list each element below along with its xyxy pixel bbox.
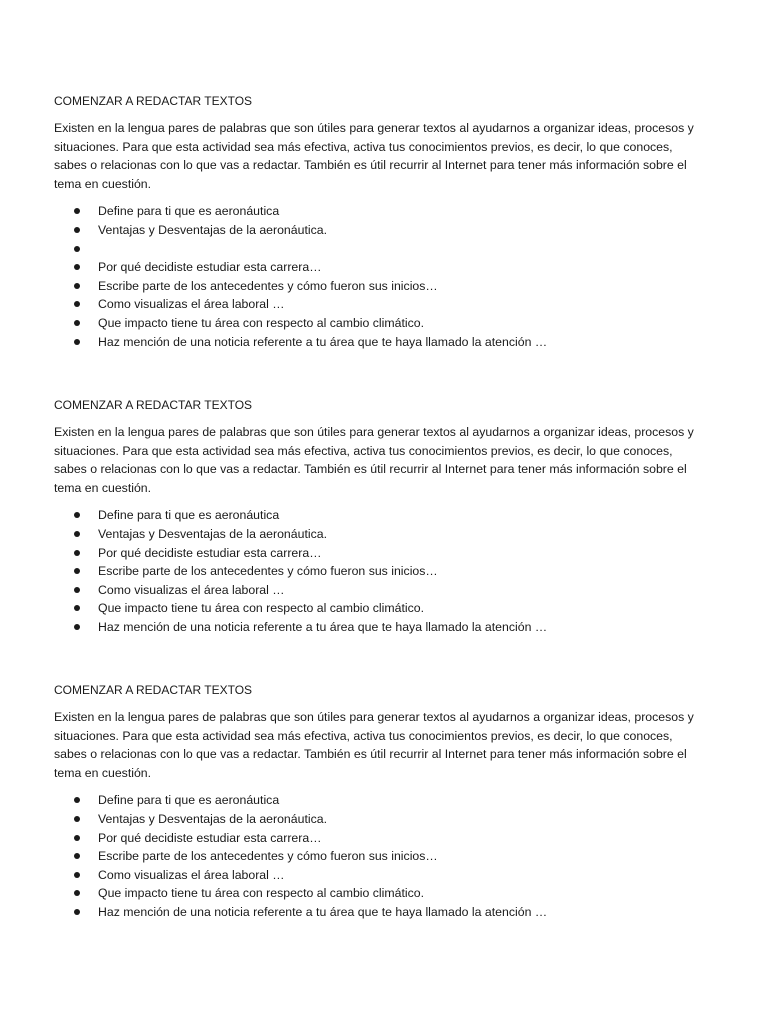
section-paragraph: Existen en la lengua pares de palabras que son útiles para generar textos al ayudarnos a organizar ideas, procesos y situaciones. Para que esta actividad sea más efectiva, activa tus conocimientos previos, es decir, lo que conoces, sabes o relacionas con lo que vas a redactar. También es útil recurrir al Internet para tener más información sobre el tema en cuestión. [54, 425, 694, 495]
list-item-text: Por qué decidiste estudiar esta carrera… [98, 545, 322, 560]
bullet-icon [74, 890, 80, 896]
list-item-text: Ventajas y Desventajas de la aeronáutica. [98, 222, 328, 237]
list-item [54, 314, 704, 333]
section-title: COMENZAR A REDACTAR TEXTOS [54, 398, 253, 412]
list-item-text: Define para ti que es aeronáutica [98, 204, 280, 219]
list-item-text: Que impacto tiene tu área con respecto al cambio climático. [98, 315, 425, 330]
list-item-text: Que impacto tiene tu área con respecto al cambio climático. [98, 886, 425, 901]
bullet-list [54, 202, 704, 351]
list-item [54, 221, 704, 240]
list-item [54, 258, 704, 277]
list-item [54, 599, 704, 618]
bullet-icon [74, 208, 80, 214]
list-item-text: Define para ti que es aeronáutica [98, 793, 280, 808]
bullet-icon [74, 512, 80, 518]
section-paragraph: Existen en la lengua pares de palabras que son útiles para generar textos al ayudarnos a organizar ideas, procesos y situaciones. Para que esta actividad sea más efectiva, activa tus conocimientos previos, es decir, lo que conoces, sabes o relacionas con lo que vas a redactar. También es útil recurrir al Internet para tener más información sobre el tema en cuestión. [54, 121, 694, 191]
list-item-text: Define para ti que es aeronáutica [98, 508, 280, 523]
list-item [54, 240, 704, 259]
section-2 [54, 397, 704, 637]
list-item-text: Haz mención de una noticia referente a tu área que te haya llamado la atención … [98, 334, 548, 349]
bullet-icon [74, 835, 80, 841]
list-item-text: Escribe parte de los antecedentes y cómo fueron sus inicios… [98, 564, 438, 579]
list-item-text: Por qué decidiste estudiar esta carrera… [98, 830, 322, 845]
bullet-icon [74, 797, 80, 803]
section-3 [54, 682, 704, 922]
list-item [54, 202, 704, 221]
list-item [54, 544, 704, 563]
list-item-text: Escribe parte de los antecedentes y cómo fueron sus inicios… [98, 849, 438, 864]
bullet-icon [74, 605, 80, 611]
bullet-list [54, 506, 704, 636]
list-item [54, 903, 704, 922]
list-item [54, 884, 704, 903]
section-title: COMENZAR A REDACTAR TEXTOS [54, 683, 253, 697]
list-item-text: Haz mención de una noticia referente a tu área que te haya llamado la atención … [98, 619, 548, 634]
list-item-text: Como visualizas el área laboral … [98, 297, 285, 312]
bullet-icon [74, 587, 80, 593]
bullet-icon [74, 264, 80, 270]
list-item [54, 333, 704, 352]
section-1 [54, 93, 704, 351]
bullet-icon [74, 283, 80, 289]
list-item [54, 847, 704, 866]
section-title: COMENZAR A REDACTAR TEXTOS [54, 94, 253, 108]
bullet-icon [74, 550, 80, 556]
list-item-text: Por qué decidiste estudiar esta carrera… [98, 260, 322, 275]
list-item [54, 506, 704, 525]
bullet-icon [74, 320, 80, 326]
list-item [54, 618, 704, 637]
bullet-icon [74, 339, 80, 345]
section-paragraph: Existen en la lengua pares de palabras que son útiles para generar textos al ayudarnos a organizar ideas, procesos y situaciones. Para que esta actividad sea más efectiva, activa tus conocimientos previos, es decir, lo que conoces, sabes o relacionas con lo que vas a redactar. También es útil recurrir al Internet para tener más información sobre el tema en cuestión. [54, 710, 694, 780]
bullet-list [54, 791, 704, 921]
bullet-icon [74, 301, 80, 307]
list-item-text: Ventajas y Desventajas de la aeronáutica. [98, 811, 328, 826]
list-item [54, 791, 704, 810]
list-item-text: Haz mención de una noticia referente a tu área que te haya llamado la atención … [98, 904, 548, 919]
bullet-icon [74, 816, 80, 822]
list-item-text: Ventajas y Desventajas de la aeronáutica. [98, 526, 328, 541]
bullet-icon [74, 246, 80, 252]
bullet-icon [74, 568, 80, 574]
list-item-text: Escribe parte de los antecedentes y cómo fueron sus inicios… [98, 278, 438, 293]
bullet-icon [74, 624, 80, 630]
list-item-text: Como visualizas el área laboral … [98, 582, 285, 597]
list-item [54, 581, 704, 600]
list-item [54, 277, 704, 296]
list-item [54, 525, 704, 544]
list-item-text: Que impacto tiene tu área con respecto al cambio climático. [98, 601, 425, 616]
list-item [54, 866, 704, 885]
bullet-icon [74, 872, 80, 878]
list-item [54, 829, 704, 848]
list-item [54, 295, 704, 314]
list-item [54, 562, 704, 581]
bullet-icon [74, 853, 80, 859]
list-item-text: Como visualizas el área laboral … [98, 867, 285, 882]
bullet-icon [74, 531, 80, 537]
list-item [54, 810, 704, 829]
bullet-icon [74, 909, 80, 915]
bullet-icon [74, 227, 80, 233]
